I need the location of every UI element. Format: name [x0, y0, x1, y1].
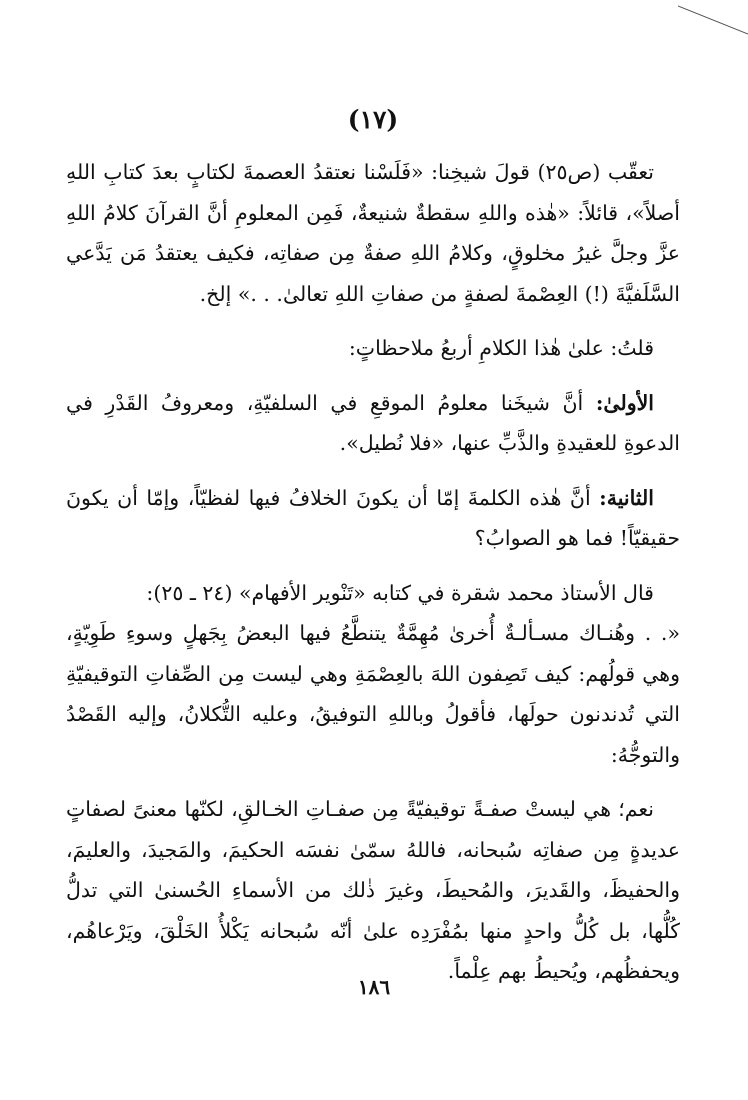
paragraph-second-remark [66, 478, 680, 559]
paragraph-remarks-intro: قلتُ: علىٰ هٰذا الكلامِ أربعُ ملاحظاتٍ: [348, 336, 654, 360]
section-number: (١٧) [347, 105, 399, 134]
second-remark-label: الثانية: [599, 485, 654, 510]
scan-edge-line [678, 0, 748, 40]
page-number: ١٨٦ [357, 975, 391, 999]
paragraph-critique: تعقّب (ص٢٥) قولَ شيخِنا: «فَلَسْنا نعتقدُ العصمةَ لكتابٍ بعدَ كتابِ اللهِ أصلاً»، قائلاً: «هٰذه واللهِ سقطةٌ شنيعةٌ، فَمِن المعلومِ أنَّ القرآنَ كلامُ اللهِ عزَّ وجلَّ غيرُ مخلوقٍ، وكلامُ اللهِ صفةٌ مِن صفاتِه، فكيف يعتقدُ مَن يَدَّعي السَّلَفيَّةَ (!) العِصْمةَ لصفةٍ من صفاتِ اللهِ تعالىٰ. . .» إلخ. [66, 160, 680, 306]
paragraph-quote-intro: قال الأستاذ محمد شقرة في كتابه «تَنْوير الأفهام» (٢٤ ـ ٢٥): [146, 580, 654, 605]
second-remark-text: أنَّ هٰذه الكلمةَ إمّا أن يكونَ الخلافُ فيها لفظيّاً، وإمّا أن يكونَ حقيقيّاً! فما هو الصوابُ؟ [66, 485, 680, 550]
paragraph-quote-continuation: نعم؛ هي ليستْ صفـةً توقيفيّةً مِن صفـاتِ الخـالقِ، لكنّها معنىً لصفاتٍ عديدةٍ مِن صفاتِه سُبحانه، فاللهُ سمّىٰ نفسَه الحكيمَ، والمَجيدَ، والعليمَ، والحفيظَ، والقَديرَ، والمُحيطَ، وغيرَ ذٰلك من الأسماءِ الحُسنىٰ التي تدلُّ كُلُّها، بل كُلُّ واحدٍ منها بمُفْرَدِه علىٰ أنّه سُبحانه يَكْلأُ الخَلْقَ، ويَرْعاهُم، ويحفظُهم، ويُحيطُ بهم عِلْماً. [66, 797, 680, 983]
first-remark-text: أنَّ شيخَنا معلومُ الموقعِ في السلفيّةِ، ومعروفُ القَدْرِ في الدعوةِ للعقيدةِ والذَّبِّ عنها، «فلا نُطيل». [66, 390, 680, 455]
document-page [66, 105, 680, 992]
first-remark-label: الأولىٰ: [595, 390, 654, 415]
paragraph-first-remark [66, 383, 680, 464]
paragraph-quote-body: «. . وهُنـاك مسـألـةٌ أُخرىٰ مُهِمَّةٌ يتنطَّعُ فيها البعضُ بِجَهلٍ وسوءِ طَوِيّةٍ، وهي قولُهم: كيف تَصِفون اللهَ بالعِصْمَةِ وهي ليست مِن الصِّفاتِ التوقيفيّةِ التي تُدندنون حولَها، فأقولُ وباللهِ التوفيقُ، وعليه التُّكلانُ، وإليه القَصْدُ والتوجُّهُ: [66, 621, 680, 767]
